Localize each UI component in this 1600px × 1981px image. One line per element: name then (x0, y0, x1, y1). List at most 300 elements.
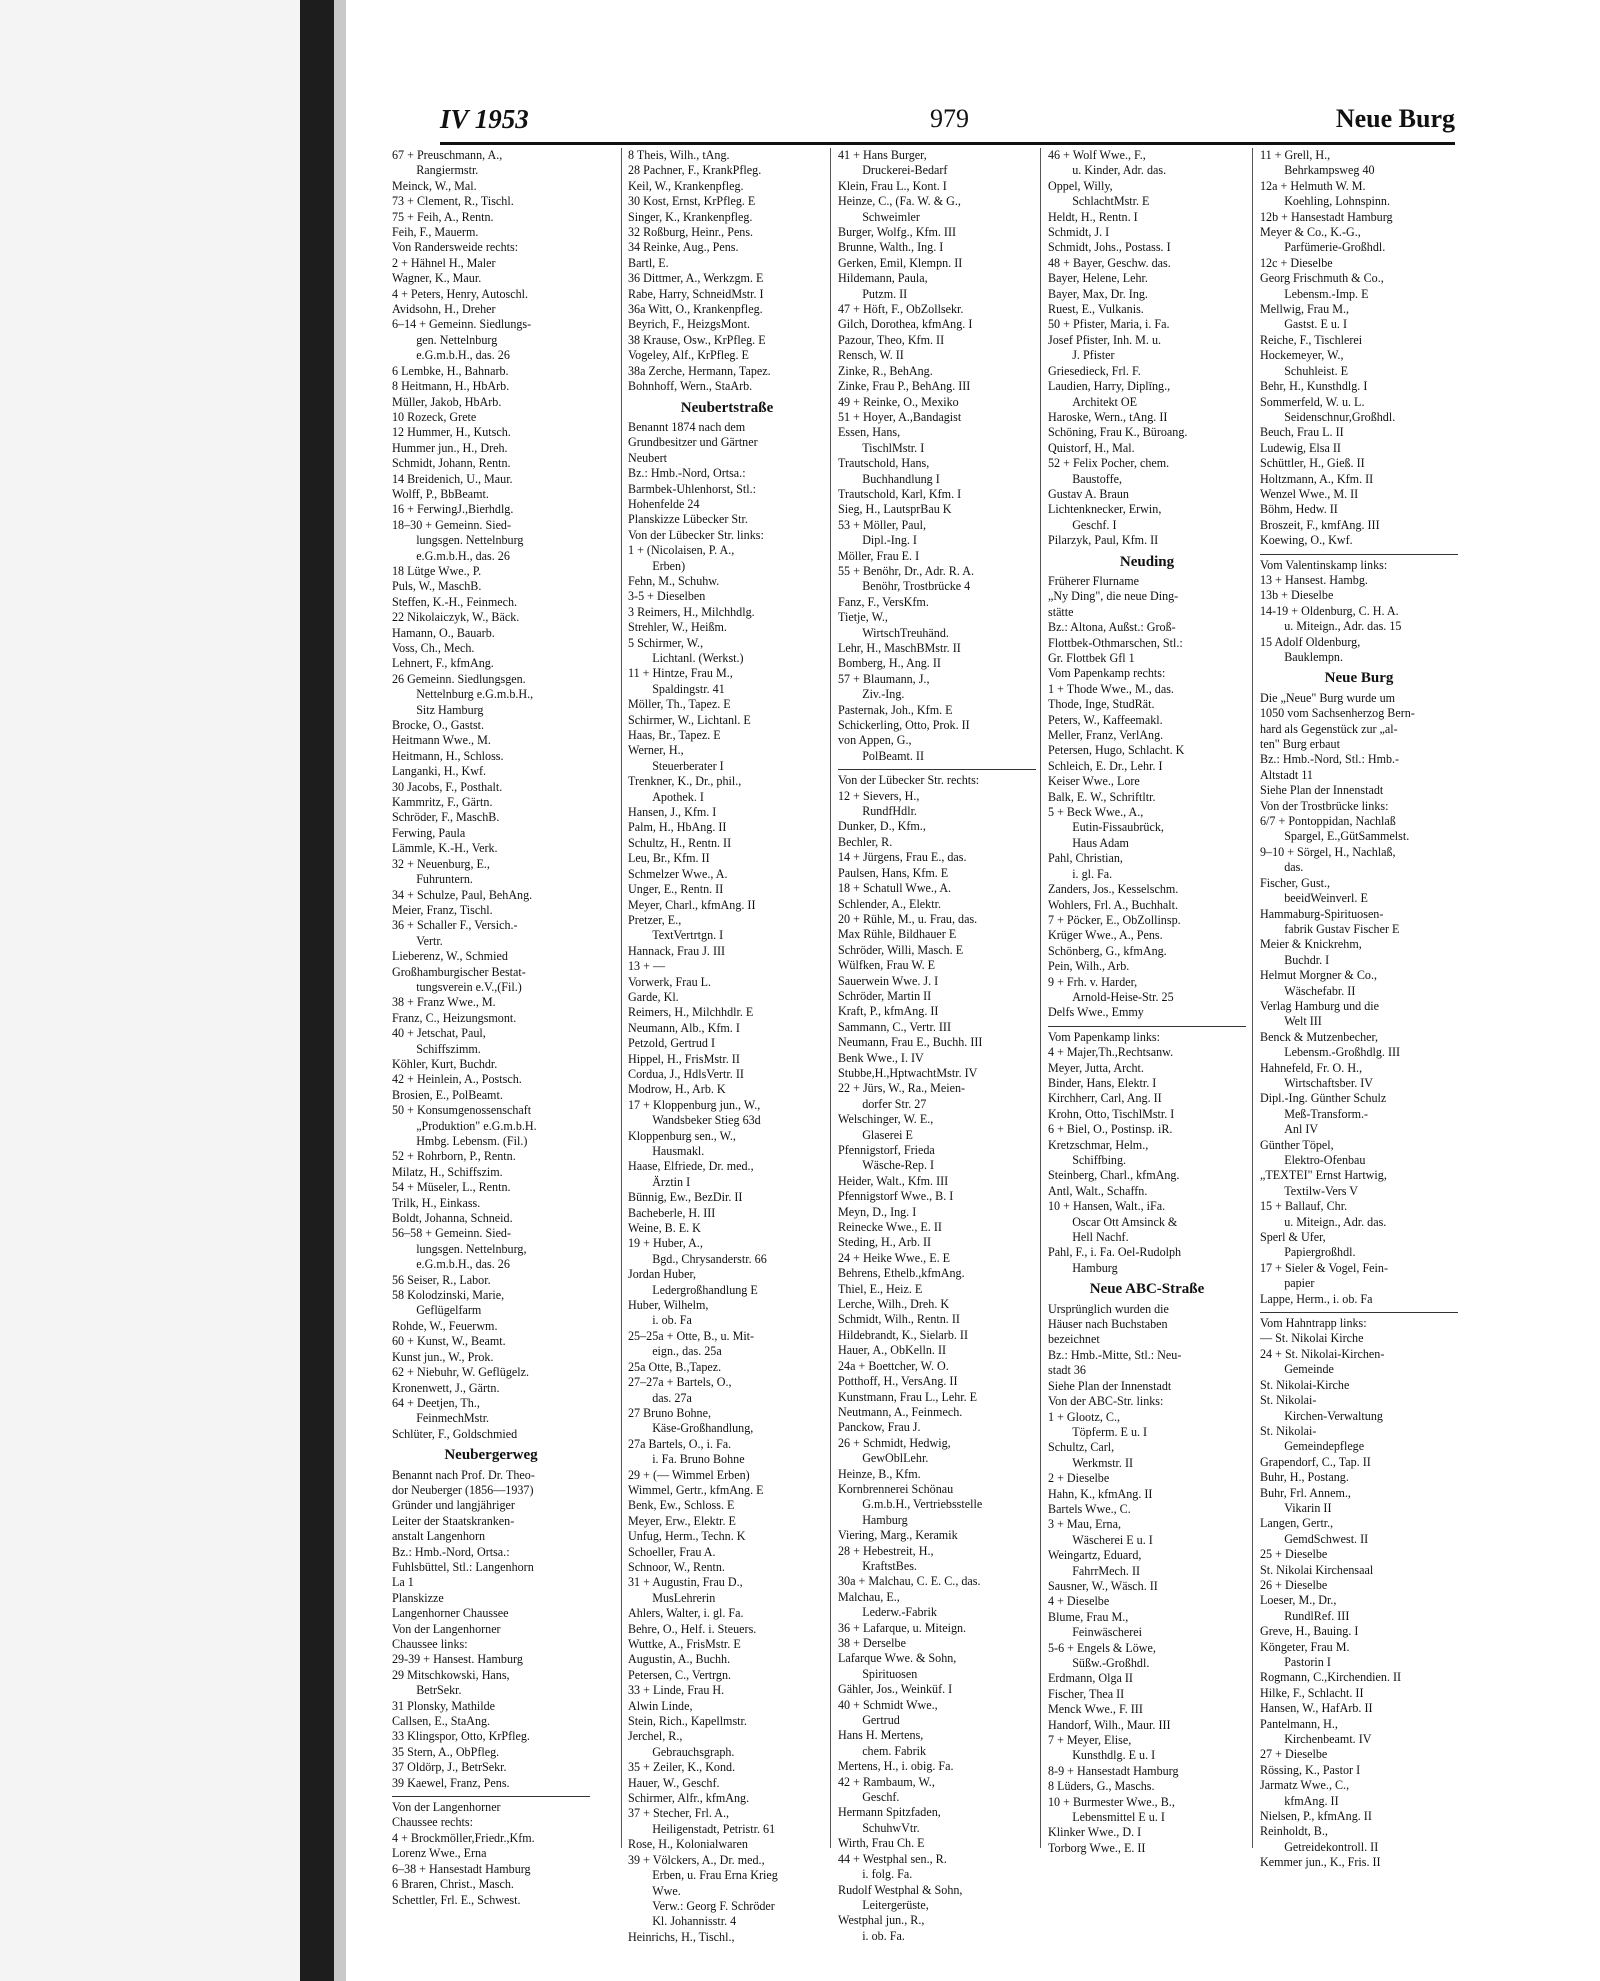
directory-entry: Von der ABC-Str. links: (1048, 1394, 1164, 1409)
directory-entry: Kunstmann, Frau L., Lehr. E (838, 1389, 978, 1404)
directory-entry: lungsgen. Nettelnburg (392, 533, 524, 548)
directory-entry: 32 + Neuenburg, E., (392, 856, 490, 871)
directory-entry: Essen, Hans, (838, 425, 901, 440)
directory-entry: Lafarque Wwe. & Sohn, (838, 1651, 957, 1666)
directory-entry: Ludewig, Elsa II (1260, 440, 1341, 455)
directory-entry: 53 + Möller, Paul, (838, 517, 926, 532)
directory-entry: 35 Stern, A., ObPfleg. (392, 1744, 500, 1759)
directory-entry: Neumann, Frau E., Buchh. III (838, 1035, 983, 1050)
directory-entry: Palm, H., HbAng. II (628, 820, 727, 835)
directory-entry: Bz.: Hmb.-Nord, Stl.: Hmb.- (1260, 752, 1400, 767)
directory-entry: 14-19 + Oldenburg, C. H. A. (1260, 603, 1399, 618)
directory-entry: 48 + Bayer, Geschw. das. (1048, 255, 1171, 270)
page-number: 979 (930, 104, 969, 133)
directory-entry: Koehling, Lohnspinn. (1260, 194, 1391, 209)
directory-entry: Jerchel, R., (628, 1729, 683, 1744)
book-spine-edge (334, 0, 346, 1981)
directory-entry: 64 + Deetjen, Th., (392, 1395, 480, 1410)
directory-entry: Buchhandlung I (838, 471, 940, 486)
directory-entry: Hildebrandt, K., Sielarb. II (838, 1327, 968, 1342)
directory-entry: Schiffszimm. (392, 1041, 481, 1056)
directory-entry: 36a Witt, O., Krankenpfleg. (628, 302, 763, 317)
directory-entry: i. folg. Fa. (838, 1867, 913, 1882)
directory-entry: Schoeller, Frau A. (628, 1544, 716, 1559)
directory-entry: Schultz, Carl, (1048, 1440, 1115, 1455)
directory-entry: Apothek. I (628, 789, 704, 804)
directory-entry: 1 + (Nicolaisen, P. A., (628, 543, 735, 558)
directory-entry: 27 Bruno Bohne, (628, 1405, 711, 1420)
directory-entry: Lehr, H., MaschBMstr. II (838, 641, 961, 655)
directory-entry: Menck Wwe., F. III (1048, 1702, 1143, 1717)
directory-entry: Lebensmittel E u. I (1048, 1810, 1165, 1825)
directory-entry: Lebensm.-Imp. E (1260, 286, 1369, 301)
directory-entry: Weingartz, Eduard, (1048, 1548, 1142, 1563)
directory-entry: Rössing, K., Pastor I (1260, 1762, 1361, 1777)
directory-entry: Pahl, F., i. Fa. Oel-Rudolph (1048, 1245, 1182, 1260)
directory-entry: Zinke, Frau P., BehAng. III (838, 379, 971, 394)
directory-entry: 2 + Dieselbe (1048, 1471, 1110, 1486)
directory-entry: Oppel, Willy, (1048, 178, 1113, 193)
directory-entry: Hamann, O., Bauarb. (392, 625, 495, 640)
directory-entry: Wimmel, Gertr., kfmAng. E (628, 1482, 764, 1497)
directory-entry: Haus Adam (1048, 835, 1129, 850)
directory-entry: Strehler, W., Heißm. (628, 620, 727, 635)
directory-entry: Pastorin I (1260, 1655, 1331, 1669)
directory-entry: Bayer, Helene, Lehr. (1048, 271, 1148, 286)
directory-entry: Koewing, O., Kwf. (1260, 533, 1353, 548)
directory-entry: 38 + Derselbe (838, 1636, 906, 1650)
directory-entry: Wagner, K., Maur. (392, 271, 482, 286)
directory-entry: Gastst. E u. I (1260, 317, 1348, 332)
directory-entry: Heiligenstadt, Petristr. 61 (628, 1821, 776, 1836)
directory-entry: Leu, Br., Kfm. II (628, 851, 710, 866)
directory-entry: Pein, Wilh., Arb. (1048, 959, 1130, 974)
directory-entry: Spirituosen (838, 1666, 918, 1681)
directory-entry: Bomberg, H., Ang. II (838, 656, 941, 671)
directory-entry: Möller, Th., Tapez. E (628, 697, 731, 712)
directory-entry: Blume, Frau M., (1048, 1609, 1129, 1624)
directory-entry: Wäschefabr. II (1260, 983, 1356, 998)
directory-entry: Dipl.-Ing. I (838, 533, 917, 548)
directory-entry: Trautschold, Karl, Kfm. I (838, 486, 962, 501)
directory-entry: Hans H. Mertens, (838, 1728, 924, 1743)
directory-entry: Wenzel Wwe., M. II (1260, 486, 1359, 501)
directory-entry: Putzm. II (838, 286, 908, 301)
directory-entry: Hammaburg-Spirituosen- (1260, 906, 1384, 921)
directory-entry: Bz.: Hmb.-Nord, Ortsa.: (392, 1544, 510, 1559)
directory-entry: Dunker, D., Kfm., (838, 819, 926, 834)
directory-entry: 28 + Hebestreit, H., (838, 1543, 934, 1558)
directory-entry: 52 + Rohrborn, P., Rentn. (392, 1149, 516, 1164)
directory-entry: Kirchenbeamt. IV (1260, 1732, 1372, 1747)
column-divider (1040, 148, 1041, 1848)
directory-entry: Schöning, Frau K., Büroang. (1048, 425, 1188, 440)
directory-entry: 4 + Brockmöller,Friedr.,Kfm. (392, 1830, 535, 1845)
directory-entry: Lebensm.-Großhdlg. III (1260, 1045, 1401, 1060)
directory-entry: beeidWeinverl. E (1260, 891, 1368, 906)
directory-entry: Steffen, K.-H., Feinmech. (392, 594, 518, 609)
directory-entry: 11 + Grell, H., (1260, 148, 1331, 162)
directory-entry: Lorenz Wwe., Erna (392, 1846, 487, 1861)
directory-entry: Altstadt 11 (1260, 767, 1313, 782)
directory-entry: 18 + Schatull Wwe., A. (838, 881, 952, 896)
directory-entry: Heitmann Wwe., M. (392, 733, 491, 748)
volume-year: IV 1953 (440, 104, 529, 134)
directory-entry: 8 Theis, Wilh., tAng. (628, 148, 730, 162)
directory-entry: Keil, W., Krankenpfleg. (628, 178, 744, 193)
directory-entry: Ruest, E., Vulkanis. (1048, 302, 1144, 317)
directory-entry: Pilarzyk, Paul, Kfm. II (1048, 533, 1159, 548)
directory-entry: Reinholdt, B., (1260, 1824, 1328, 1839)
directory-entry: Tietje, W., (838, 610, 888, 625)
directory-entry: Fischer, Thea II (1048, 1686, 1125, 1701)
directory-entry: Boldt, Johanna, Schneid. (392, 1211, 513, 1226)
directory-entry: Benk Wwe., I. IV (838, 1050, 924, 1065)
directory-entry: Buhr, Frl. Annem., (1260, 1485, 1351, 1500)
directory-entry: Keiser Wwe., Lore (1048, 774, 1140, 789)
directory-entry: Hummer jun., H., Dreh. (392, 440, 508, 455)
directory-entry: 39 Kaewel, Franz, Pens. (392, 1775, 510, 1790)
directory-entry: fabrik Gustav Fischer E (1260, 921, 1400, 936)
directory-entry: Potthoff, H., VersAng. II (838, 1374, 958, 1389)
directory-entry: Pretzer, E., (628, 912, 682, 927)
directory-entry: 24 + St. Nikolai-Kirchen- (1260, 1346, 1385, 1361)
directory-entry: Trilk, H., Einkass. (392, 1195, 481, 1210)
directory-entry: Schmidt, Wilh., Rentn. II (838, 1312, 960, 1327)
directory-entry: das. 27a (628, 1390, 692, 1405)
directory-entry: KraftstBes. (838, 1558, 917, 1573)
directory-entry: Möller, Frau E. I (838, 548, 920, 563)
directory-entry: 6–14 + Gemeinn. Siedlungs- (392, 317, 532, 332)
directory-entry: Jarmatz Wwe., C., (1260, 1778, 1350, 1793)
column-3 (838, 148, 1036, 1944)
directory-entry: Benck & Mutzenbecher, (1260, 1029, 1379, 1044)
section-separator (1048, 1026, 1246, 1027)
directory-entry: Meier, Franz, Tischl. (392, 902, 493, 917)
directory-entry: 62 + Niebuhr, W. Geflügelz. (392, 1365, 529, 1380)
directory-entry: 57 + Blaumann, J., (838, 671, 930, 686)
directory-entry: Häuser nach Buchstaben (1048, 1317, 1168, 1332)
directory-entry: Fuhruntern. (392, 872, 473, 887)
directory-entry: gen. Nettelnburg (392, 332, 498, 347)
directory-entry: 24a + Boettcher, W. O. (838, 1358, 949, 1373)
directory-entry: Hamburg (838, 1512, 908, 1527)
directory-entry: 7 + Meyer, Elise, (1048, 1733, 1132, 1748)
directory-entry: Schleich, E. Dr., Lehr. I (1048, 758, 1163, 773)
running-head-street: Neue Burg (1335, 104, 1455, 133)
directory-entry: Rensch, W. II (838, 348, 904, 363)
directory-entry: u. Miteign., Adr. das. 15 (1260, 619, 1402, 634)
directory-entry: Schmidt, Johs., Postass. I (1048, 240, 1171, 255)
directory-entry: Schmelzer Wwe., A. (628, 866, 728, 881)
directory-entry: „Produktion" e.G.m.b.H. (392, 1118, 537, 1133)
directory-entry: Brosien, E., PolBeamt. (392, 1087, 503, 1102)
directory-entry: Vom Hahntrapp links: (1260, 1316, 1367, 1331)
directory-entry: 8 Lüders, G., Maschs. (1048, 1779, 1155, 1794)
directory-entry: 5 + Beck Wwe., A., (1048, 805, 1144, 820)
directory-entry: Meyer, Charl., kfmAng. II (628, 897, 756, 912)
directory-entry: Zinke, R., BehAng. (838, 363, 933, 378)
header-rule (440, 142, 1455, 145)
directory-entry: Früherer Flurname (1048, 573, 1140, 588)
directory-entry: ten" Burg erbaut (1260, 737, 1340, 752)
directory-entry: tungsverein e.V.,(Fil.) (392, 979, 522, 994)
directory-entry: 39 + Völckers, A., Dr. med., (628, 1852, 765, 1867)
directory-entry: Milatz, H., Schiffszim. (392, 1164, 503, 1179)
directory-entry: Gähler, Jos., Weinküf. I (838, 1682, 953, 1697)
directory-entry: Neumann, Alb., Kfm. I (628, 1020, 740, 1035)
directory-entry: Max Rühle, Bildhauer E (838, 927, 957, 942)
directory-entry: 10 Rozeck, Grete (392, 409, 477, 424)
directory-entry: Panckow, Frau J. (838, 1420, 921, 1435)
directory-entry: 12 Hummer, H., Kutsch. (392, 425, 511, 440)
column-4 (1048, 148, 1246, 1856)
directory-entry: Kirchherr, Carl, Ang. II (1048, 1091, 1162, 1106)
directory-entry: Wandsbeker Stieg 63d (628, 1113, 761, 1128)
directory-entry: Hermann Spitzfaden, (838, 1805, 941, 1820)
directory-entry: Schickerling, Otto, Prok. II (838, 718, 970, 733)
directory-entry: 49 + Reinke, O., Mexiko (838, 394, 959, 409)
directory-entry: Pahl, Christian, (1048, 851, 1123, 866)
directory-entry: 27–27a + Bartels, O., (628, 1375, 732, 1390)
directory-entry: 47 + Höft, F., ObZollsekr. (838, 302, 964, 317)
directory-entry: 27 + Dieselbe (1260, 1747, 1328, 1762)
directory-entry: Benannt nach Prof. Dr. Theo- (392, 1467, 535, 1482)
directory-entry: Elektro-Ofenbau (1260, 1153, 1366, 1167)
directory-entry: Nettelnburg e.G.m.b.H., (392, 687, 534, 702)
directory-entry: Quistorf, H., Mal. (1048, 440, 1135, 455)
directory-entry: Puls, W., MaschB. (392, 579, 482, 594)
directory-entry: 12b + Hansestadt Hamburg (1260, 209, 1393, 224)
directory-entry: 22 + Jürs, W., Ra., Meien- (838, 1081, 966, 1096)
directory-entry: Benöhr, Trostbrücke 4 (838, 579, 971, 594)
directory-entry: 15 Adolf Oldenburg, (1260, 634, 1361, 649)
directory-entry: 22 Nikolaiczyk, W., Bäck. (392, 610, 520, 625)
directory-entry: Reiche, F., Tischlerei (1260, 332, 1363, 347)
directory-entry: Meyer, Erw., Elektr. E (628, 1513, 736, 1528)
directory-entry: Rohde, W., Feuerwm. (392, 1318, 498, 1333)
directory-entry: Spaldingstr. 41 (628, 681, 725, 696)
directory-entry: 27a Bartels, O., i. Fa. (628, 1436, 732, 1451)
directory-entry: 15 + Ballauf, Chr. (1260, 1199, 1348, 1214)
directory-entry: Vom Papenkamp links: (1048, 1029, 1160, 1044)
directory-entry: Von der Lübecker Str. links: (628, 527, 764, 542)
directory-entry: Nielsen, P., kfmAng. II (1260, 1809, 1372, 1824)
directory-entry: 67 + Preuschmann, A., (392, 148, 503, 162)
directory-entry: Bz.: Hmb.-Nord, Ortsa.: (628, 466, 746, 481)
directory-entry: 25a Otte, B.,Tapez. (628, 1359, 722, 1374)
directory-entry: Wülfken, Frau W. E (838, 958, 936, 973)
directory-entry: Hilke, F., Schlacht. II (1260, 1685, 1364, 1700)
directory-entry: Langen, Gertr., (1260, 1516, 1334, 1531)
page-header (440, 100, 1455, 140)
directory-entry: Hamburg (1048, 1260, 1118, 1275)
directory-entry: Heitmann, H., Schloss. (392, 748, 504, 763)
directory-entry: Krüger Wwe., A., Pens. (1048, 928, 1163, 943)
directory-entry: 73 + Clement, R., Tischl. (392, 194, 514, 209)
directory-entry: Thiel, E., Heiz. E (838, 1281, 923, 1296)
directory-entry: 42 + Heinlein, A., Postsch. (392, 1072, 522, 1087)
directory-entry: Eutin-Fissaubrück, (1048, 820, 1164, 835)
directory-entry: 4 + Dieselbe (1048, 1594, 1110, 1609)
directory-entry: 19 + Huber, A., (628, 1236, 703, 1251)
directory-entry: lungsgen. Nettelnburg, (392, 1241, 527, 1256)
directory-entry: 50 + Pfister, Maria, i. Fa. (1048, 317, 1170, 332)
directory-entry: Siehe Plan der Innenstadt (1260, 783, 1384, 798)
directory-entry: St. Nikolai- (1260, 1423, 1317, 1438)
directory-entry: Loeser, M., Dr., (1260, 1593, 1337, 1608)
directory-entry: Hohenfelde 24 (628, 496, 700, 511)
directory-entry: Chaussee rechts: (392, 1815, 473, 1830)
directory-entry: Getreidekontroll. II (1260, 1839, 1379, 1854)
directory-entry: 35 + Zeiler, K., Kond. (628, 1760, 736, 1775)
directory-entry: Josef Pfister, Inh. M. u. (1048, 332, 1162, 347)
directory-entry: Gründer und langjähriger (392, 1498, 515, 1513)
directory-entry: Haas, Br., Tapez. E (628, 728, 721, 743)
directory-entry: 8 Heitmann, H., HbArb. (392, 379, 510, 394)
directory-entry: Kammritz, F., Gärtn. (392, 795, 493, 810)
directory-entry: Leitergerüste, (838, 1897, 929, 1912)
directory-entry: PolBeamt. II (838, 748, 924, 763)
directory-entry: Kl. Johannisstr. 4 (628, 1914, 737, 1929)
directory-entry: Geschf. (838, 1790, 900, 1805)
directory-entry: Gemeindepflege (1260, 1439, 1365, 1454)
directory-entry: 1 + Glootz, C., (1048, 1409, 1120, 1424)
directory-entry: Griesedieck, Frl. F. (1048, 363, 1141, 378)
directory-entry: 10 + Burmester Wwe., B., (1048, 1794, 1175, 1809)
directory-entry: 3-5 + Dieselben (628, 589, 706, 604)
directory-entry: 6–38 + Hansestadt Hamburg (392, 1861, 531, 1876)
directory-entry: 16 + FerwingJ.,Bierhdlg. (392, 502, 514, 517)
directory-entry: Welschinger, W. E., (838, 1112, 934, 1127)
directory-entry: 31 Plonsky, Mathilde (392, 1698, 496, 1713)
directory-entry: Feinwäscherei (1048, 1625, 1143, 1640)
directory-entry: 1050 vom Sachsenherzog Bern- (1260, 706, 1415, 721)
directory-entry: Krohn, Otto, TischlMstr. I (1048, 1106, 1175, 1121)
directory-entry: 17 + Sieler & Vogel, Fein- (1260, 1260, 1388, 1275)
directory-entry: 4 + Peters, Henry, Autoschl. (392, 286, 529, 301)
directory-entry: Unfug, Herm., Techn. K (628, 1529, 746, 1544)
directory-entry: Schmidt, J. I (1048, 225, 1110, 240)
directory-entry: GemdSchwest. II (1260, 1531, 1369, 1546)
directory-entry: 36 + Lafarque, u. Miteign. (838, 1620, 967, 1635)
directory-entry: Langanki, H., Kwf. (392, 764, 487, 779)
directory-entry: 38a Zerche, Hermann, Tapez. (628, 363, 771, 378)
directory-entry: Vom Papenkamp rechts: (1048, 666, 1166, 681)
directory-entry: Trenkner, K., Dr., phil., (628, 774, 742, 789)
directory-entry: dor Neuberger (1856—1937) (392, 1482, 534, 1497)
directory-entry: Rangiermstr. (392, 163, 479, 178)
directory-entry: Oscar Ott Amsinck & (1048, 1214, 1178, 1229)
directory-entry: TextVertrtgn. I (628, 928, 724, 943)
directory-entry: Siehe Plan der Innenstadt (1048, 1378, 1172, 1393)
directory-entry: Reimers, H., Milchhdlr. E (628, 1005, 754, 1020)
directory-entry: Meier & Knickrehm, (1260, 937, 1362, 952)
directory-entry: Kretzschmar, Helm., (1048, 1137, 1149, 1152)
directory-entry: Vorwerk, Frau L. (628, 974, 712, 989)
directory-entry: Stein, Rich., Kapellmstr. (628, 1714, 747, 1729)
directory-entry: Werkmstr. II (1048, 1455, 1134, 1470)
directory-entry: Kunst jun., W., Prok. (392, 1349, 494, 1364)
directory-entry: Sommerfeld, W. u. L. (1260, 394, 1365, 409)
directory-entry: 5 Schirmer, W., (628, 635, 704, 650)
directory-entry: 13b + Dieselbe (1260, 588, 1334, 603)
directory-entry: Pfennigstorf Wwe., B. I (838, 1189, 954, 1204)
directory-entry: Alwin Linde, (628, 1698, 693, 1713)
directory-entry: Pasternak, Joh., Kfm. E (838, 702, 953, 717)
directory-entry: Hockemeyer, W., (1260, 348, 1344, 363)
directory-entry: Pfennigstorf, Frieda (838, 1143, 935, 1157)
directory-entry: Meyer, Jutta, Archt. (1048, 1060, 1144, 1075)
directory-entry: Wuttke, A., FrisMstr. E (628, 1637, 741, 1651)
directory-entry: Trautschold, Hans, (838, 456, 930, 471)
directory-entry: Sauerwein Wwe. J. I (838, 973, 939, 988)
directory-entry: Druckerei-Bedarf (838, 163, 948, 178)
directory-entry: Jordan Huber, (628, 1267, 697, 1282)
directory-entry: Viering, Marg., Keramik (838, 1528, 958, 1543)
directory-entry: Cordua, J., HdlsVertr. II (628, 1066, 744, 1081)
directory-entry: 12a + Helmuth W. M. (1260, 178, 1366, 193)
directory-entry: Schultz, H., Rentn. II (628, 835, 732, 850)
directory-entry: Singer, K., Krankenpfleg. (628, 209, 753, 224)
directory-entry: Hansen, J., Kfm. I (628, 805, 717, 820)
directory-entry: Neutmann, A., Feinmech. (838, 1404, 963, 1419)
directory-entry: RundfHdlr. (838, 804, 917, 819)
directory-entry: Hildemann, Paula, (838, 271, 928, 286)
directory-entry: Fischer, Gust., (1260, 875, 1331, 890)
directory-entry: Haase, Elfriede, Dr. med., (628, 1159, 754, 1174)
directory-entry: Feih, F., Mauerm. (392, 225, 479, 240)
directory-entry: Vom Valentinskamp links: (1260, 557, 1388, 572)
column-divider (621, 148, 622, 1848)
directory-entry: Benk, Ew., Schloss. E (628, 1498, 735, 1513)
directory-entry: Kraft, P., kfmAng. II (838, 1004, 939, 1019)
directory-entry: i. gl. Fa. (1048, 866, 1113, 881)
directory-entry: Schlender, A., Elektr. (838, 896, 941, 911)
directory-entry: Bartels Wwe., C. (1048, 1501, 1131, 1516)
street-heading: Neue ABC-Straße (1089, 1281, 1205, 1298)
book-spine-shadow (300, 0, 334, 1981)
directory-entry: TischlMstr. I (838, 440, 925, 455)
directory-entry: Brunne, Walth., Ing. I (838, 240, 944, 255)
directory-entry: 30 Jacobs, F., Posthalt. (392, 779, 503, 794)
directory-entry: Parfümerie-Großhdl. (1260, 240, 1386, 255)
directory-entry: 18 Lütge Wwe., P. (392, 563, 482, 578)
directory-entry: Böhm, Hedw. II (1260, 502, 1338, 517)
directory-entry: 9–10 + Sörgel, H., Nachlaß, (1260, 844, 1396, 859)
directory-entry: Köhler, Kurt, Buchdr. (392, 1056, 498, 1071)
directory-entry: 6 Braren, Christ., Masch. (392, 1877, 514, 1892)
directory-entry: Baustoffe, (1048, 471, 1123, 486)
directory-entry: Bz.: Altona, Außst.: Groß- (1048, 620, 1176, 635)
directory-entry: Schettler, Frl. E., Schwest. (392, 1892, 521, 1907)
section-separator (838, 769, 1036, 770)
directory-entry: 11 + Hintze, Frau M., (628, 666, 733, 681)
directory-entry: Beuch, Frau L. II (1260, 425, 1344, 440)
directory-entry: Wäscherei E u. I (1048, 1532, 1153, 1547)
directory-entry: 51 + Hoyer, A.,Bandagist (838, 409, 962, 424)
directory-entry: Bechler, R. (838, 834, 893, 849)
directory-entry: Vertr. (392, 933, 443, 948)
directory-entry: 58 Kolodzinski, Marie, (392, 1288, 505, 1303)
directory-entry: 5-6 + Engels & Löwe, (1048, 1640, 1156, 1655)
directory-entry: Flottbek-Othmarschen, Stl.: (1048, 635, 1183, 650)
directory-entry: Hahnefeld, Fr. O. H., (1260, 1060, 1363, 1075)
directory-entry: 26 + Schmidt, Hedwig, (838, 1435, 951, 1450)
directory-entry: Ahlers, Walter, i. gl. Fa. (628, 1606, 744, 1621)
directory-entry: GewOblLehr. (838, 1451, 929, 1466)
directory-entry: Ferwing, Paula (392, 825, 466, 840)
